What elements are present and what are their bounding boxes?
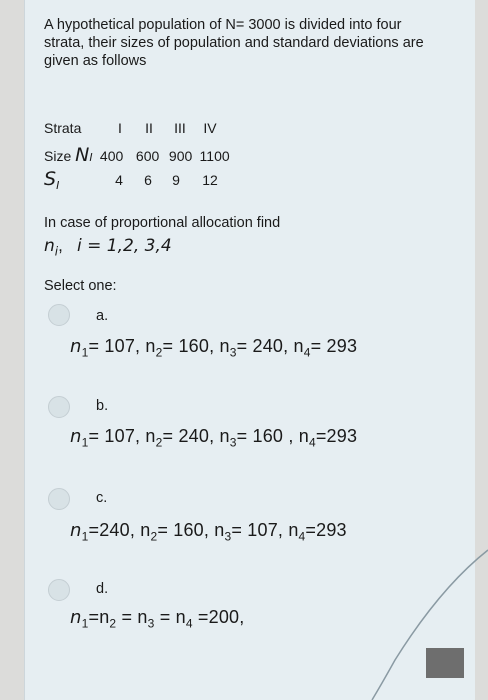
option-b-formula: $n_1= 107$, $n_2= 240$, $n_3= 160$ , $n_4=293$ [70,426,358,450]
task-range: i = 1,2, 3,4 [77,236,172,256]
sd-3: 9 [172,172,180,188]
sd-2: 6 [144,172,152,188]
option-d-formula: $n_1=n_2 = n_3 = n_4 =200$, [70,607,245,631]
sd-sub: I [56,178,60,192]
size-3: 900 [168,148,193,164]
task-variable: $n_i$, i = 1,2, 3,4 [44,236,172,259]
select-one-label: Select one: [44,278,117,294]
option-c-formula: $n_1=240$, $n_2= 160$, $n_3= 107$, $n_4=293$ [70,520,347,544]
size-4: 1100 [199,148,230,164]
question-text: A hypothetical population of N= 3000 is divided into four strata, their sizes of population and standard deviations are given as follows [44,17,424,69]
strata-col-1: I [118,120,122,136]
size-var: N [75,144,90,166]
strata-col-4: IV [203,120,217,136]
strata-col-2: II [145,120,153,136]
size-1: 400 [99,148,124,164]
corner-block [426,648,464,678]
option-b-letter: b. [96,398,109,414]
sd-4: 12 [202,172,218,188]
option-a-letter: a. [96,308,109,324]
size-2: 600 [135,148,160,164]
size-sub: I [89,151,93,164]
strata-col-3: III [174,120,186,136]
option-c-letter: c. [96,490,108,506]
sd-var: S [44,168,57,190]
sd-1: 4 [115,172,123,188]
task-var: n [44,236,55,256]
strata-label: Strata [44,120,82,136]
task-text: In case of proportional allocation find [44,215,281,231]
option-a-formula: $n_1= 107$, $n_2= 160$, $n_3= 240$, $n_4= 293$ [70,336,358,360]
size-label: Size [44,148,72,164]
option-d-letter: d. [96,581,109,597]
task-var-sub: i [54,244,59,259]
